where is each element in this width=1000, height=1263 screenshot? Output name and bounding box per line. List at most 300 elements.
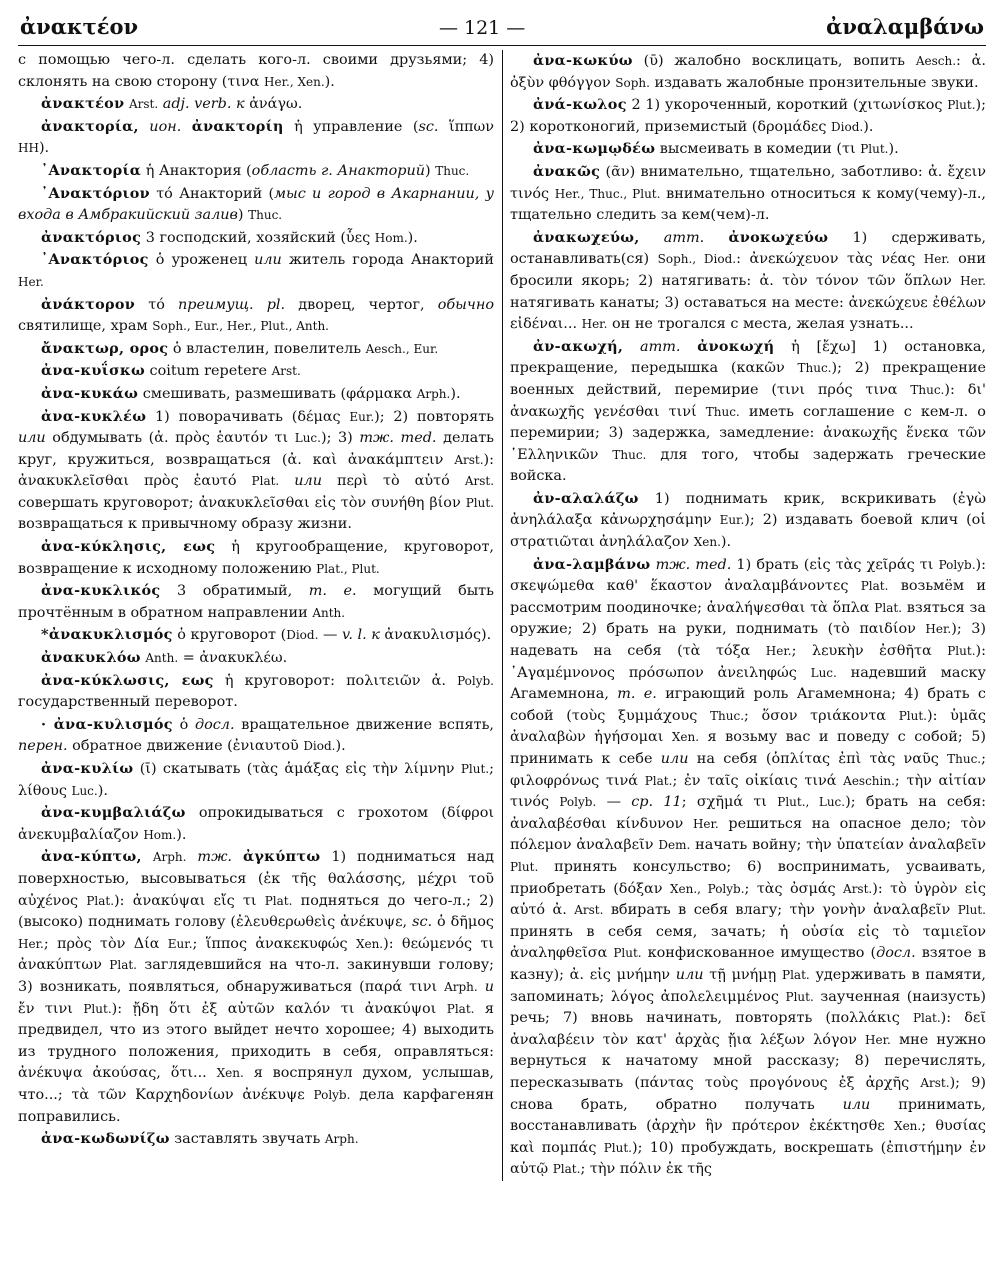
entry-headword: *ἀνακυκλισμός	[41, 626, 173, 644]
entry-text: ὁ уроженец	[148, 252, 255, 269]
entry-text: )	[237, 207, 249, 224]
entry-text: решиться на опасное дело; τὸν πόλεμον ἀναλαβεῖν	[509, 815, 986, 854]
source-abbreviation: Eur.	[349, 409, 375, 424]
source-abbreviation: Thuc.	[705, 404, 740, 419]
dictionary-entry	[18, 183, 494, 227]
entry-text: ἡ круговорот: πολιτειῶν ἀ.	[213, 672, 458, 689]
entry-text: ὁ	[172, 716, 195, 733]
source-abbreviation: Polyb.	[457, 673, 494, 688]
entry-text: делать круг, кружиться, возвращаться (ἀ. καὶ ἀνακάμπτειν	[18, 430, 494, 468]
source-abbreviation: Dem.	[658, 838, 691, 853]
source-abbreviation: Xen.	[693, 535, 721, 550]
source-abbreviation: Eur.	[719, 513, 745, 528]
source-abbreviation: Thuc.	[797, 361, 832, 376]
right-column	[503, 50, 986, 1181]
entry-text: ).	[450, 385, 461, 402]
entry-text: возвращаться к привычному образу жизни.	[18, 516, 352, 533]
entry-text: я возьму вас и поведу с собой; 5) принимать к себе	[509, 729, 986, 767]
source-abbreviation: Her.	[923, 252, 950, 267]
entry-text: ; λίθους	[18, 761, 494, 799]
entry-headword: ἀνακτόριος	[41, 228, 142, 246]
entry-headword: ἀνα-κωδωνίζω	[41, 1130, 170, 1148]
italic-note: sc.	[412, 914, 433, 931]
entry-text: с помощью чего-л. сделать кого-л. своими друзьями; 4) склонять на свою сторону (τινα	[18, 52, 494, 90]
entry-text: ): σκεψώμεθα καθ' ἕκαστον ἀναλαμβάνοντες	[509, 556, 986, 595]
source-abbreviation: Plut.	[465, 495, 494, 510]
source-abbreviation: Plut.	[603, 1140, 632, 1155]
entry-headword: ἀνακτέον	[41, 95, 125, 113]
source-abbreviation: Xen., Polyb.	[669, 881, 745, 896]
italic-note: или	[660, 751, 689, 767]
entry-text: ἵππων	[438, 118, 494, 135]
dictionary-entry	[510, 554, 986, 1181]
dictionary-entry	[18, 846, 494, 1128]
source-abbreviation: Luc.	[294, 431, 321, 446]
source-abbreviation: Plut.	[83, 1001, 112, 1016]
dictionary-entry	[18, 714, 494, 758]
dictionary-entry	[510, 94, 986, 138]
entry-headword: ἀγκύπτω	[242, 848, 321, 866]
entry-text: ; ἵππος ἀνακεκυφώς	[192, 935, 356, 952]
entry-text: смешивать, размешивать (φάρμακα	[138, 385, 417, 402]
source-abbreviation: Plut.	[509, 859, 539, 874]
entry-text: удерживать в памяти, запоминать; λόγος ἀπολελειμμένος	[509, 966, 986, 1005]
dictionary-entry	[18, 160, 494, 183]
italic-note: преимущ. pl.	[178, 296, 286, 313]
dictionary-entry	[18, 802, 494, 846]
entry-headword: ἄνακτωρ, ορος	[41, 339, 169, 357]
dictionary-entry	[18, 624, 494, 647]
italic-note: т. е.	[308, 583, 357, 600]
dictionary-entry	[510, 336, 986, 488]
entry-text: ).	[97, 782, 108, 799]
source-abbreviation: Plut.	[785, 989, 814, 1004]
header-right-word: ἀναλαμβάνω	[826, 14, 984, 39]
source-abbreviation: Eur.	[167, 936, 193, 951]
entry-text: coitum repetere	[144, 363, 272, 380]
entry-text: ); 2) издавать боевой клич (οἱ στρατιῶται ἀνηλάλαζον	[509, 512, 986, 551]
entry-headword: ἀνακυκλόω	[41, 649, 141, 667]
source-abbreviation: Arst.	[574, 903, 604, 918]
entry-text: ; τὰς ὀσμάς	[744, 880, 844, 897]
entry-headword: ἀνακτορία,	[41, 117, 139, 135]
italic-note: обычно	[437, 296, 494, 313]
entry-text: взятое в казну); ἀ. εἰς μνήμην	[509, 945, 986, 983]
source-abbreviation: Plat.	[446, 1001, 475, 1016]
entry-headword: ἀν-αλαλάζω	[533, 489, 639, 507]
dictionary-entry	[18, 338, 494, 361]
entry-headword: ἀνάκτορον	[41, 295, 136, 313]
source-abbreviation: Thuc.	[910, 382, 945, 397]
entry-text: ὁ властелин, повелитель	[168, 340, 366, 357]
dictionary-entry	[18, 536, 494, 580]
entry-headword: ἀνα-κυκλέω	[41, 407, 147, 425]
source-abbreviation: Thuc.	[947, 752, 982, 766]
entry-text	[232, 849, 243, 865]
italic-note: тж.	[197, 849, 233, 866]
entry-headword: ᾿Ανακτόριον	[41, 184, 150, 202]
dictionary-entry	[510, 138, 986, 161]
entry-headword: ᾿Ανακτόριος	[41, 251, 149, 269]
italic-note: sc.	[418, 118, 439, 135]
source-abbreviation: Thuc.	[612, 447, 647, 462]
source-abbreviation: Aesch.	[915, 54, 957, 68]
entry-text: на себя (ὁπλίτας ἐπὶ τὰς ναῦς	[688, 751, 948, 767]
entry-text: ὁ круговорот (	[172, 627, 287, 644]
entry-text: )	[425, 162, 436, 179]
entry-text: ): δι' ἀνακωχῆς γενέσθαι τινί	[509, 381, 986, 420]
entry-text: 3 господский, хозяйский (ὗες	[141, 229, 375, 246]
entry-text: ): ᾿Αγαμέμνονος πρόσωπον ἀνειληφώς	[509, 643, 986, 681]
entry-text: ἀνάγω.	[244, 96, 303, 113]
entry-text: принять в себя семя, зачать; ἡ οὐσία εἰς τὸ ταμιεῖον ἀναληφθεῖσα	[509, 923, 986, 962]
source-abbreviation: Plut., Luc.	[777, 795, 846, 810]
source-abbreviation: Thuc.	[248, 208, 283, 223]
italic-note: или	[842, 1096, 871, 1113]
entry-text: 2 1) укороченный, короткий (χιτωνίσκος	[626, 97, 948, 114]
entry-text	[142, 849, 153, 865]
source-abbreviation: Plut.	[947, 644, 976, 659]
entry-text: опрокидываться с грохотом (δίφροι ἀνεκυμβαλίαζον	[18, 805, 494, 843]
entry-text: ; πρὸς τὸν Δία	[43, 935, 168, 952]
page-number: — 121 —	[438, 17, 526, 39]
source-abbreviation: Her.	[692, 816, 719, 831]
source-abbreviation: Arst.	[271, 364, 301, 379]
italic-note: ион.	[149, 118, 182, 135]
entry-text: ἀνακυλισμός).	[379, 627, 492, 644]
entry-text: ): ᾔδη ὅτι ἐξ αὐτῶν καλόν τι ἀνακύψοι	[111, 1000, 447, 1017]
entry-text: : ἀνεκώχευον τὰς νέας	[736, 251, 924, 268]
entry-text: 1) сдерживать, останавливать(ся)	[509, 229, 986, 268]
dictionary-entry	[18, 670, 494, 714]
source-abbreviation: Thuc.	[710, 708, 745, 723]
entry-text: ).	[335, 738, 346, 755]
dictionary-entry	[18, 294, 494, 338]
entry-headword: ᾿Ανακτορία	[41, 161, 142, 179]
entry-text: ): ἀνακύψαι εἴς τι	[114, 892, 265, 909]
source-abbreviation: Plat.	[251, 474, 280, 489]
entry-headword: ἀνα-κύκλησις, εως	[41, 538, 216, 556]
source-abbreviation: Arst.	[920, 1075, 950, 1090]
source-abbreviation: Luc.	[810, 665, 837, 680]
source-abbreviation: Xen.	[671, 730, 700, 745]
source-abbreviation: Her.	[865, 1032, 891, 1047]
entry-text: (ᾶν) внимательно, тщательно, заботливо: ἀ. ἔχειν τινός	[509, 163, 986, 202]
entry-text: 3 обратимый,	[160, 583, 309, 600]
source-abbreviation: Her.	[960, 273, 986, 288]
entry-headword: ἀνακωχεύω,	[533, 228, 640, 246]
entry-text: государственный переворот.	[18, 694, 238, 711]
source-abbreviation: Plat.	[86, 893, 115, 908]
source-abbreviation: Plat.	[912, 1011, 941, 1026]
entry-headword: ἀνα-κωκύω	[533, 52, 633, 69]
italic-note: adj. verb. к	[162, 96, 245, 113]
source-abbreviation: Aeschin.	[843, 773, 895, 788]
dictionary-entry	[18, 758, 494, 802]
italic-note: область г. Анакторий	[251, 162, 426, 179]
entry-text: дела карфагенян поправились.	[18, 1086, 494, 1125]
entry-text: ): τὸ ὑγρὸν εἰς αὑτό ἀ.	[509, 880, 986, 919]
source-abbreviation: Plut.	[860, 142, 889, 157]
entry-text: начать войну; τὴν ὑπατείαν ἀναλαβεῖν	[690, 837, 986, 854]
source-abbreviation: Arst.	[128, 97, 159, 112]
source-abbreviation: Diod.	[831, 119, 864, 134]
source-abbreviation: Arph.	[416, 386, 451, 401]
source-abbreviation: Her.	[581, 317, 608, 332]
entry-text: 1) подниматься над поверхностью, высовываться (ἐκ τῆς θαλάσσης, μέχρι τοῦ αὐχένος	[18, 849, 495, 909]
source-abbreviation: Plat.	[860, 579, 889, 594]
entry-text: обратное движение (ἐνιαυτοῦ	[67, 738, 304, 755]
dictionary-entry	[18, 1128, 494, 1151]
italic-note: тж. med.	[359, 430, 437, 447]
italic-note: т. е.	[617, 686, 657, 703]
italic-note: или	[294, 473, 322, 490]
entry-text: ).	[720, 534, 732, 551]
entry-headword: ἀνα-κύκλωσις, εως	[41, 671, 214, 689]
entry-text: ; θυσίας καὶ πομπάς	[509, 1118, 986, 1156]
entry-text	[186, 849, 197, 865]
entry-text: ἡ кругообращение, круговорот, возвращение к исходному положению	[18, 539, 494, 577]
source-abbreviation: Polyb.	[313, 1087, 351, 1102]
entry-headword: ἀν-ακωχή,	[533, 337, 624, 355]
entry-text: я предвидел, что из этого выйдет нечто хорошее; 4) выходить из трудного положения, приходить в себя, оправляться: ἀνέκυψα ἀκούσας, ὅτι...	[18, 1000, 494, 1082]
entry-text: возьмём и рассмотрим поодиночке; ἀναλήψεσθαι τὰ ὅπλα	[509, 578, 986, 616]
entry-text: 1) поворачивать (δέμας	[146, 408, 350, 425]
entry-text: ); брать на себя: ἀναλαβέσθαι κίνδυνον	[509, 794, 986, 832]
entry-headword: ἀνα-κυκλικός	[41, 582, 161, 600]
source-abbreviation: Polyb.	[559, 795, 597, 810]
source-abbreviation: Arph.	[152, 850, 187, 865]
page-columns	[18, 50, 986, 1181]
source-abbreviation: Her.	[18, 936, 44, 951]
entry-text: 1) поднимать крик, вскрикивать (ἐγὼ ἀνηλάλαξα κἀνωρχησάμην	[509, 490, 986, 529]
entry-text: 1) брать (εἰς τὰς χεῖράς τι	[731, 556, 939, 573]
italic-note: v. l. к	[341, 627, 380, 644]
italic-note: или	[254, 252, 282, 269]
italic-note: атт.	[640, 338, 681, 355]
entry-text: принимать, восстанавливать (ἀρχὴν ἣν πρότερον ἐκέκτησθε	[509, 1096, 986, 1135]
entry-headword: ἀνα-κωμῳδέω	[533, 140, 656, 158]
dictionary-entry	[18, 406, 494, 537]
dictionary-entry	[18, 360, 494, 383]
entry-text	[704, 230, 728, 246]
source-abbreviation: Aesch., Eur.	[365, 341, 439, 356]
entry-text: ἔν τινι	[18, 1000, 84, 1017]
italic-note: и	[484, 978, 494, 995]
source-abbreviation: Her., Thuc., Plut.	[554, 186, 661, 201]
entry-text: ; ἐν ταῖς οἰκίαις τινά	[672, 772, 844, 789]
source-abbreviation: Plat.	[782, 967, 810, 982]
entry-text: ; τὴν πόλιν ἐκ τῆς	[580, 1161, 712, 1178]
dictionary-entry	[18, 93, 494, 116]
entry-text: конфискованное имущество (	[641, 945, 877, 962]
entry-text: = ἀνακυκλέω.	[178, 650, 288, 667]
source-abbreviation: Plut.	[957, 903, 986, 918]
source-abbreviation: Xen.	[894, 1119, 922, 1134]
source-abbreviation: Her.	[925, 622, 952, 637]
entry-text: (ῡ) жалобно восклицать, вопить	[632, 53, 916, 69]
italic-note: досл.	[876, 945, 916, 962]
entry-text	[640, 230, 664, 246]
entry-text: мне нужно вернуться к начатому мной рассказу; 8) перечислять, пересказывать (πάντας τοὺς προγόνους ἐξ ἀρχῆς	[509, 1031, 986, 1091]
entry-headword: ἀνακῶς	[533, 162, 601, 180]
entry-text: для того, чтобы задержать греческие войска.	[509, 446, 986, 485]
source-abbreviation: Plat.	[109, 958, 137, 973]
entry-text: ; φιλοφρόνως τινά	[509, 751, 986, 789]
entry-text: ).	[407, 229, 418, 246]
dictionary-entry	[18, 249, 494, 293]
source-abbreviation: Soph., Eur., Her., Plut., Anth.	[152, 319, 329, 334]
entry-headword: ἀνακτορίη	[191, 117, 284, 135]
dictionary-entry	[18, 116, 494, 160]
source-abbreviation: Luc.	[71, 783, 98, 798]
entry-text: ἡ Анактория (	[141, 162, 252, 179]
entry-text: τό	[135, 296, 179, 313]
italic-note: перен.	[18, 738, 68, 755]
source-abbreviation: Polyb.	[938, 557, 976, 572]
entry-headword: ἀνα-λαμβάνω	[533, 555, 651, 573]
entry-text: ; σχῆμά τι	[681, 794, 778, 811]
entry-text: —	[596, 794, 632, 811]
entry-text	[279, 473, 294, 489]
source-abbreviation: Arph.	[324, 1132, 359, 1147]
dictionary-entry	[18, 647, 494, 670]
entry-text: дворец, чертог,	[285, 296, 438, 313]
entry-text: ).	[863, 118, 874, 135]
entry-text: он не трогался с места, желая узнать...	[607, 316, 914, 333]
entry-text: обдумывать (ἀ. πρὸς ἑαυτόν τι	[45, 430, 295, 447]
entry-text: житель города Анакторий	[281, 252, 494, 269]
entry-headword: · ἀνα-κυλισμός	[41, 715, 173, 733]
entry-text	[478, 979, 485, 995]
dictionary-entry	[18, 50, 494, 93]
page-header	[18, 14, 986, 46]
entry-headword: ἀνα-κυΐσκω	[41, 362, 145, 380]
source-abbreviation: Diod.	[286, 628, 319, 643]
entry-text: —	[318, 627, 342, 644]
entry-text: ); 9) снова брать, обратно получать	[509, 1074, 986, 1113]
entry-text: : ἀ. ὀξὺν φθόγγον	[509, 53, 986, 91]
source-abbreviation: HH	[18, 141, 39, 156]
entry-text: надевший маску Агамемнона,	[509, 664, 986, 703]
source-abbreviation: Xen.	[216, 1066, 244, 1081]
dictionary-entry	[510, 50, 986, 94]
entry-text: вращательное движение вспять,	[234, 716, 494, 733]
source-abbreviation: Anth.	[312, 605, 346, 620]
entry-text: ); 2) коротконогий, приземистый (δρομάδες	[509, 97, 986, 135]
source-abbreviation: Anth.	[145, 651, 179, 666]
dictionary-entry	[18, 227, 494, 250]
entry-text: ); 2) повторять	[374, 408, 495, 425]
entry-text: ); 10) пробуждать, воскрешать (ἐπιστήμην ἐν αὑτῷ	[509, 1139, 986, 1178]
entry-text: высмеивать в комедии (τι	[655, 141, 861, 158]
entry-text: τό Анакторий (	[149, 185, 275, 202]
italic-note: тж. med.	[655, 556, 732, 573]
entry-text: могущий быть прочтённым в обратном направлении	[18, 583, 494, 621]
entry-text: заученная (наизусть) речь; 7) вновь начинать, повторять (πολλάκις	[509, 988, 986, 1027]
entry-text: внимательно относиться к кому(чему)-л., тщательно следить за кем(чем)-л.	[509, 185, 986, 224]
source-abbreviation: Plat.	[552, 1162, 581, 1177]
italic-note: досл.	[194, 716, 235, 733]
italic-note: ср. 11	[631, 794, 682, 811]
entry-text: издавать жалобные пронзительные звуки.	[649, 74, 979, 91]
source-abbreviation: Arph.	[444, 979, 478, 994]
entry-text: они бросили якорь; 2) натягивать: ἀ. τὸν τόνον τῶν ὅπλων	[509, 251, 986, 289]
entry-text	[680, 339, 697, 355]
entry-text: ).	[324, 73, 335, 90]
entry-text: я воспрянул духом, услышав, что...; τὰ τῶν Καρχηδονίων ἀνέκυψε	[18, 1065, 494, 1103]
source-abbreviation: Plut.	[460, 762, 490, 776]
source-abbreviation: Thuc.	[435, 163, 470, 178]
entry-text: ; τὴν αἰτίαν τινός	[509, 772, 986, 811]
header-left-word: ἀνακτέον	[20, 14, 139, 39]
dictionary-entry	[18, 383, 494, 406]
left-column	[18, 50, 502, 1181]
source-abbreviation: Hom.	[374, 230, 408, 245]
entry-text: взяться за оружие; 2) брать на руки, поднимать (τὸ παιδίον	[509, 599, 986, 638]
entry-text	[623, 339, 640, 355]
entry-text: ἡ [ἔχω] 1) остановка, прекращение, передышка (κακῶν	[509, 338, 986, 377]
entry-text: ); 3)	[320, 430, 360, 447]
entry-text: ); 3) надевать на себя (τὰ τόξα	[509, 621, 986, 660]
entry-headword: ἀνα-κύπτω,	[41, 848, 142, 866]
source-abbreviation: Hom.	[143, 827, 177, 842]
source-abbreviation: Soph., Diod.	[657, 252, 737, 267]
italic-note: атт.	[663, 229, 705, 246]
source-abbreviation: Arst.	[464, 474, 495, 489]
entry-text: ἡ управление (	[283, 118, 419, 135]
italic-note: мыс и город в Акарнании, у входа в Амбракийский залив	[18, 185, 494, 224]
italic-note: или	[18, 430, 46, 447]
entry-text	[139, 119, 149, 135]
dictionary-entry	[18, 580, 494, 624]
entry-text: (ῑ) скатывать (τὰς ἁμάξας εἰς τὴν λίμνην	[133, 761, 461, 777]
entry-headword: ἀνοκωχή	[697, 337, 775, 355]
entry-text: ).	[176, 826, 187, 843]
entry-text: τῇ μνήμῃ	[703, 966, 783, 983]
source-abbreviation: Her.	[18, 274, 44, 289]
entry-text: ).	[888, 141, 899, 158]
entry-text: святилище, храм	[18, 318, 153, 335]
entry-text: совершать круговорот; ἀνακυκλεῖσθαι εἰς τὸν συνήθη βίον	[18, 494, 466, 511]
entry-text: ).	[38, 140, 50, 157]
entry-headword: ἀνά-κωλος	[533, 96, 627, 114]
source-abbreviation: Arst.	[843, 881, 873, 896]
source-abbreviation: Plut.	[947, 98, 976, 113]
entry-text: ): ἀνακυκλεῖσθαι πρὸς ἑαυτό	[18, 451, 494, 490]
source-abbreviation: Her., Xen.	[264, 74, 325, 89]
source-abbreviation: Soph.	[615, 75, 650, 90]
entry-text: περὶ τὸ αὐτό	[321, 473, 465, 490]
source-abbreviation: Xen.	[355, 936, 384, 951]
entry-headword: ἀνα-κυκάω	[41, 384, 139, 402]
entry-text: подняться до чего-л.; 2) (высоко) поднимать голову (ἐλευθερωθεὶς ἀνέκυψε,	[18, 892, 494, 931]
source-abbreviation: Plat., Plut.	[316, 561, 380, 576]
entry-text: ): ὑμᾶς ἀναλαβὼν ἡγήσομαι	[509, 707, 986, 746]
entry-text: вбирать в себя влагу; τὴν γονὴν ἀναλαβεῖν	[603, 902, 958, 919]
italic-note: или	[675, 966, 704, 983]
entry-headword: ἀνα-κυλίω	[41, 760, 134, 777]
entry-text: ): δεῖ ἀναλαβέειν τὸν κατ' ἀρχὰς ᾔια λέξων λόγον	[509, 1010, 986, 1048]
entry-text: ὁ δῆμος	[432, 914, 494, 931]
entry-text: принять консульство; 6) воспринимать, усваивать, приобретать (δόξαν	[509, 858, 986, 897]
entry-text: заглядевшийся на что-л. закинувши голову; 3) возникать, появляться, обнаруживаться (παρά τινι	[18, 957, 495, 995]
entry-text: ); 2) прекращение военных действий, перемирие (τινι πρός τινα	[509, 360, 986, 398]
entry-headword: ἀνα-κυμβαλιάζω	[41, 804, 186, 822]
dictionary-entry	[510, 488, 986, 554]
source-abbreviation: Plat.	[644, 773, 673, 788]
source-abbreviation: Diod.	[303, 739, 336, 754]
